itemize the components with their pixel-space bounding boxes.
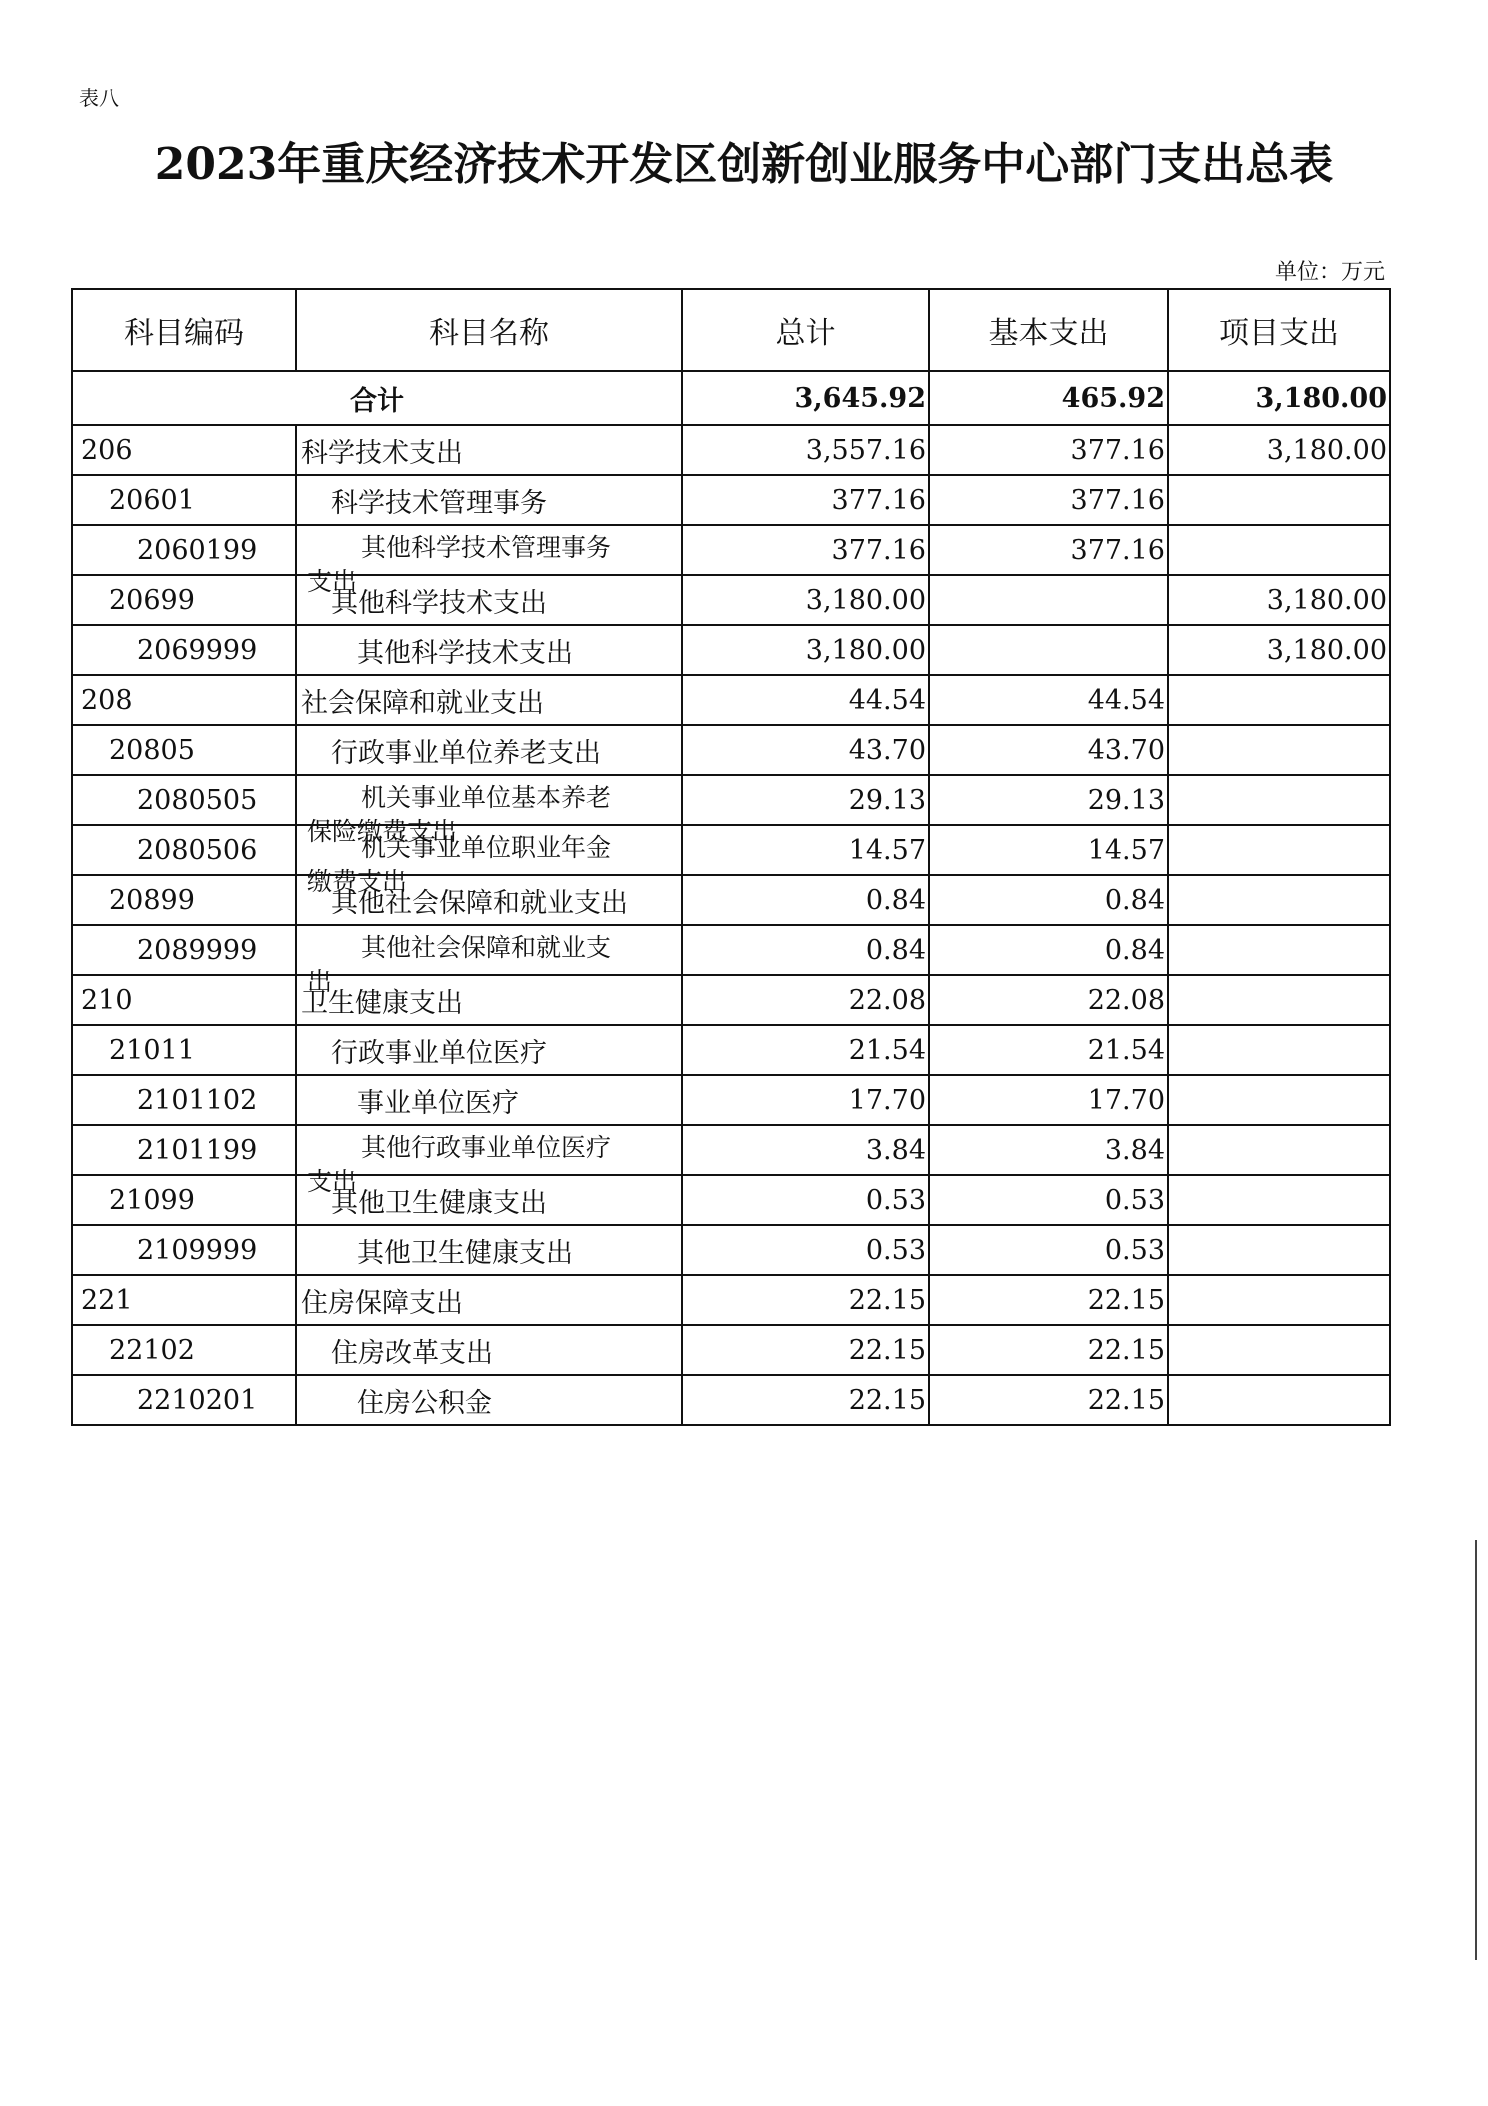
row-project [1168,675,1390,725]
row-code: 208 [72,675,296,725]
table-row [72,425,1390,475]
row-basic: 44.54 [929,675,1168,725]
total-row [72,371,1390,425]
row-project [1168,525,1390,575]
total-total: 3,645.92 [682,371,929,425]
row-name: 其他科学技术支出 [296,575,682,625]
table-row [72,575,1390,625]
row-total: 17.70 [682,1075,929,1125]
row-name: 行政事业单位医疗 [296,1025,682,1075]
row-project [1168,925,1390,975]
row-code: 2101199 [72,1125,296,1175]
row-project [1168,725,1390,775]
row-basic: 17.70 [929,1075,1168,1125]
row-basic [929,625,1168,675]
row-name-line2: 出 [307,967,333,996]
row-project [1168,475,1390,525]
table-tag: 表八 [79,86,119,110]
header-project: 项目支出 [1168,289,1390,371]
row-total: 0.53 [682,1175,929,1225]
row-code: 221 [72,1275,296,1325]
row-code: 20699 [72,575,296,625]
row-code: 2080506 [72,825,296,875]
header-total: 总计 [682,289,929,371]
row-basic: 14.57 [929,825,1168,875]
row-name-wrapped [296,775,682,846]
table-row [72,475,1390,525]
row-total: 22.15 [682,1275,929,1325]
row-project [1168,1375,1390,1425]
row-name: 事业单位医疗 [296,1075,682,1125]
row-project [1168,825,1390,875]
row-total: 22.15 [682,1325,929,1375]
row-name: 住房改革支出 [296,1325,682,1375]
row-project [1168,875,1390,925]
table-row [72,1075,1390,1125]
row-name-line2: 保险缴费支出 [307,817,458,846]
row-project [1168,1325,1390,1375]
row-basic: 0.53 [929,1225,1168,1275]
row-basic: 22.15 [929,1275,1168,1325]
header-name: 科目名称 [296,289,682,371]
row-basic: 0.84 [929,875,1168,925]
table-row [72,1025,1390,1075]
row-code: 20899 [72,875,296,925]
table-row [72,775,1390,825]
row-project [1168,1225,1390,1275]
table-row [72,1225,1390,1275]
row-code: 2060199 [72,525,296,575]
table-row [72,725,1390,775]
row-total: 0.84 [682,875,929,925]
row-total: 22.15 [682,1375,929,1425]
unit-label: 单位：万元 [1274,260,1385,285]
row-code: 210 [72,975,296,1025]
header-code: 科目编码 [72,289,296,371]
row-basic: 22.15 [929,1325,1168,1375]
total-basic: 465.92 [929,371,1168,425]
row-total: 43.70 [682,725,929,775]
row-code: 20805 [72,725,296,775]
header-row [72,289,1390,371]
row-project [1168,775,1390,825]
row-total: 0.84 [682,925,929,975]
row-basic: 22.08 [929,975,1168,1025]
table-row [72,1325,1390,1375]
row-name-line2: 缴费支出 [307,867,408,896]
row-name: 社会保障和就业支出 [296,675,682,725]
page-title: 2023年重庆经济技术开发区创新创业服务中心部门支出总表 [154,139,1334,190]
table-row [72,875,1390,925]
row-name: 科学技术管理事务 [296,475,682,525]
row-total: 14.57 [682,825,929,875]
row-name-wrapped [296,1125,682,1196]
row-code: 2210201 [72,1375,296,1425]
row-code: 2109999 [72,1225,296,1275]
row-code: 20601 [72,475,296,525]
row-total: 3,557.16 [682,425,929,475]
table-row [72,1275,1390,1325]
row-name: 其他卫生健康支出 [296,1175,682,1225]
table-row [72,1375,1390,1425]
row-code: 2089999 [72,925,296,975]
total-label: 合计 [72,371,682,425]
row-code: 2101102 [72,1075,296,1125]
total-project: 3,180.00 [1168,371,1390,425]
row-basic: 3.84 [929,1125,1168,1175]
row-project: 3,180.00 [1168,625,1390,675]
table-row [72,825,1390,875]
row-code: 21099 [72,1175,296,1225]
row-name-wrapped [296,925,682,996]
row-basic: 377.16 [929,525,1168,575]
row-project [1168,1175,1390,1225]
row-basic: 377.16 [929,475,1168,525]
row-name-line1: 其他行政事业单位医疗 [361,1133,612,1162]
row-project [1168,1075,1390,1125]
row-name-line2: 支出 [307,1167,358,1196]
row-name: 其他科学技术支出 [296,625,682,675]
table-row [72,1125,1390,1175]
row-project [1168,1025,1390,1075]
row-total: 377.16 [682,525,929,575]
row-name: 科学技术支出 [296,425,682,475]
row-name: 住房保障支出 [296,1275,682,1325]
row-code: 2069999 [72,625,296,675]
row-total: 3,180.00 [682,625,929,675]
row-basic: 22.15 [929,1375,1168,1425]
row-total: 377.16 [682,475,929,525]
row-total: 44.54 [682,675,929,725]
expenditure-table [71,288,1391,1426]
row-total: 21.54 [682,1025,929,1075]
row-total: 29.13 [682,775,929,825]
row-total: 3,180.00 [682,575,929,625]
row-project: 3,180.00 [1168,575,1390,625]
table-row [72,925,1390,975]
row-basic: 21.54 [929,1025,1168,1075]
row-code: 22102 [72,1325,296,1375]
row-basic: 43.70 [929,725,1168,775]
row-project [1168,975,1390,1025]
table-row [72,675,1390,725]
row-name-line2: 支出 [307,567,358,596]
row-name-line1: 其他科学技术管理事务 [361,533,612,562]
table-row [72,1175,1390,1225]
table-row [72,975,1390,1025]
row-name: 行政事业单位养老支出 [296,725,682,775]
row-name-line1: 其他社会保障和就业支 [361,933,612,962]
row-basic [929,575,1168,625]
row-total: 0.53 [682,1225,929,1275]
row-basic: 29.13 [929,775,1168,825]
table-row [72,525,1390,575]
row-name-line1: 机关事业单位基本养老 [361,783,612,812]
table-row [72,625,1390,675]
row-name: 其他卫生健康支出 [296,1225,682,1275]
row-code: 21011 [72,1025,296,1075]
row-basic: 0.84 [929,925,1168,975]
row-project: 3,180.00 [1168,425,1390,475]
header-basic: 基本支出 [929,289,1168,371]
scan-edge-mark [1475,1540,1477,1960]
row-project [1168,1125,1390,1175]
row-project [1168,1275,1390,1325]
row-basic: 377.16 [929,425,1168,475]
row-name: 其他社会保障和就业支出 [296,875,682,925]
row-code: 2080505 [72,775,296,825]
row-code: 206 [72,425,296,475]
row-name: 卫生健康支出 [296,975,682,1025]
row-basic: 0.53 [929,1175,1168,1225]
row-total: 3.84 [682,1125,929,1175]
row-name-wrapped [296,525,682,596]
row-name: 住房公积金 [296,1375,682,1425]
row-name-line1: 机关事业单位职业年金 [361,833,612,862]
row-total: 22.08 [682,975,929,1025]
